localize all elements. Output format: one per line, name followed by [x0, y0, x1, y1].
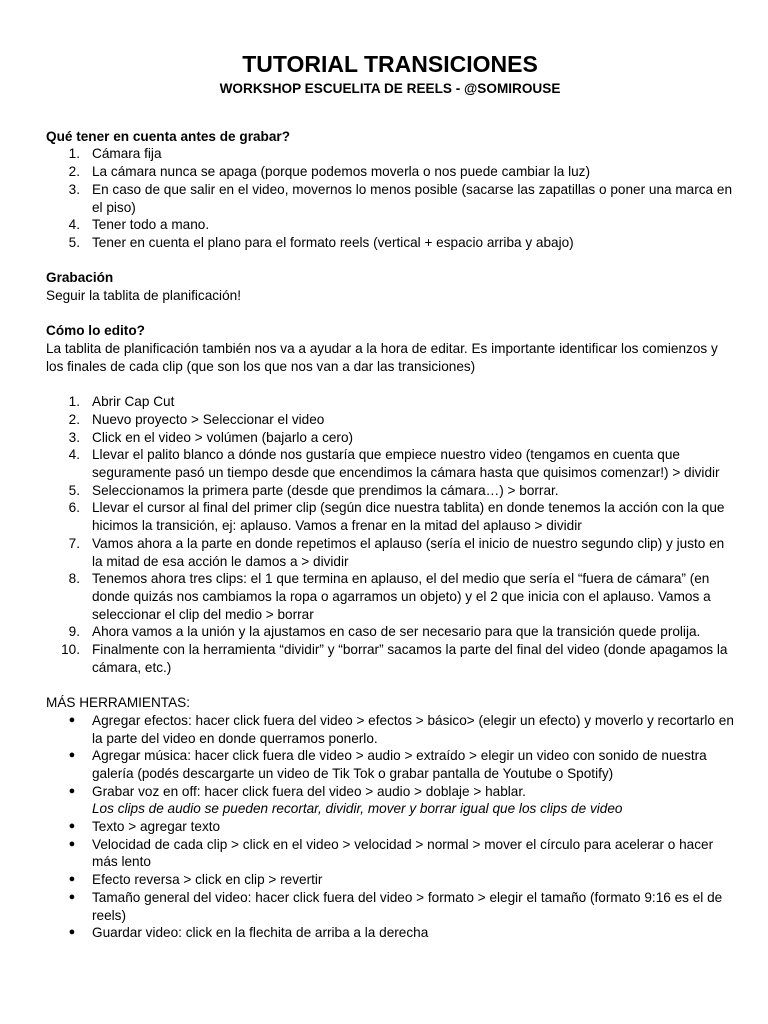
list-item — [46, 234, 734, 252]
list-item-text: Abrir Cap Cut — [92, 394, 175, 410]
list-item — [46, 393, 734, 411]
list-item — [46, 181, 734, 216]
bullet-item — [46, 836, 734, 871]
list-item-text: Seleccionamos la primera parte (desde que prendimos la cámara…) > borrar. — [92, 482, 559, 498]
editing-steps-list — [46, 393, 734, 676]
list-number: 2. — [68, 164, 80, 180]
list-number: 3. — [68, 429, 80, 445]
list-number: 1. — [68, 146, 80, 162]
editing-intro: La tablita de planificación también nos va a ayudar a la hora de editar. Es importante identificar los comienzos y los finales de cada clip (que son los que nos van a dar las transiciones) — [46, 341, 718, 374]
list-number: 3. — [68, 181, 80, 197]
list-item — [46, 163, 734, 181]
list-item-text: Click en el video > volúmen (bajarlo a cero) — [92, 429, 354, 445]
list-item — [46, 570, 734, 623]
list-item-text: La cámara nunca se apaga (porque podemos moverla o nos puede cambiar la luz) — [92, 164, 590, 180]
bullet-item-text: Tamaño general del video: hacer click fuera del video > formato > elegir el tamaño (formato 9:16 es el de reels) — [92, 889, 723, 923]
list-number: 8. — [68, 571, 80, 587]
list-item-text: Llevar el palito blanco a dónde nos gustaría que empiece nuestro video (tengamos en cuenta que seguramente pasó un tiempo desde que encendimos la cámara hasta que quisimos comenzar!) > dividir — [92, 447, 720, 480]
spacer — [46, 676, 734, 694]
list-item-text: Llevar el cursor al final del primer clip (según dice nuestra tablita) en donde tenemos la acción con la que hicimos la transición, ej: aplauso. Vamos a frenar en la mitad del aplauso > dividir — [92, 500, 725, 534]
section-heading-before-recording: Qué tener en cuenta antes de grabar? — [46, 128, 291, 144]
bullet-item-text: Guardar video: click en la flechita de arriba a la derecha — [92, 925, 429, 941]
document-subtitle: WORKSHOP ESCUELITA DE REELS - @SOMIROUSE — [219, 81, 561, 96]
spacer — [46, 252, 734, 270]
bullet-item-text: Texto > agregar texto — [92, 819, 221, 835]
bullet-item-text: Velocidad de cada clip > click en el video > velocidad > normal > mover el círculo para acelerar o hacer más lento — [92, 836, 714, 870]
list-item-text: Finalmente con la herramienta “dividir” y “borrar” sacamos la parte del final del video (donde apagamos la cámara, etc.) — [92, 642, 728, 675]
list-number: 2. — [68, 411, 80, 427]
bullet-icon: ● — [68, 926, 76, 939]
list-item-text: Nuevo proyecto > Seleccionar el video — [92, 411, 325, 427]
document-title: TUTORIAL TRANSICIONES — [242, 51, 538, 77]
list-number: 7. — [68, 535, 80, 551]
bullet-icon: ● — [68, 820, 76, 833]
list-number: 6. — [68, 500, 80, 516]
list-item — [46, 446, 734, 481]
bullet-icon: ● — [68, 890, 76, 903]
bullet-item — [46, 783, 734, 818]
spacer — [46, 98, 734, 110]
bullet-item-note: Los clips de audio se pueden recortar, dividir, mover y borrar igual que los clips de video — [92, 801, 623, 817]
list-item — [46, 411, 734, 429]
spacer — [46, 376, 734, 394]
bullet-item-text: Agregar efectos: hacer click fuera del video > efectos > básico> (elegir un efecto) y moverlo y recortarlo en la parte del video en donde querramos ponerlo. — [92, 712, 734, 746]
spacer — [46, 305, 734, 323]
bullet-icon: ● — [68, 873, 76, 886]
section-heading-editing: Cómo lo edito? — [46, 323, 145, 339]
list-number: 9. — [68, 624, 80, 640]
list-item — [46, 145, 734, 163]
list-item-text: Tener en cuenta el plano para el formato reels (vertical + espacio arriba y abajo) — [92, 234, 574, 250]
bullet-item — [46, 871, 734, 889]
bullet-item-text: Efecto reversa > click en clip > revertir — [92, 872, 323, 888]
bullet-item — [46, 712, 734, 747]
bullet-item-text: Agregar música: hacer click fuera dle video > audio > extraído > elegir un video con sonido de nuestra galería (podés descargarte un video de Tik Tok o grabar pantalla de Youtube o Spotify) — [92, 748, 707, 781]
before-recording-list — [46, 145, 734, 251]
list-number: 5. — [68, 234, 80, 250]
list-item — [46, 482, 734, 500]
list-item-text: Tener todo a mano. — [92, 217, 210, 233]
list-item — [46, 535, 734, 570]
list-item — [46, 216, 734, 234]
list-item — [46, 641, 734, 676]
bullet-item — [46, 924, 734, 942]
spacer — [46, 110, 734, 128]
list-number: 4. — [68, 217, 80, 233]
bullet-item — [46, 818, 734, 836]
list-item-text: Tenemos ahora tres clips: el 1 que termina en aplauso, el del medio que sería el “fuera de cámara” (en donde quizás nos cambiamos la ropa o agarramos un objeto) y el 2 que inicia con el aplauso. Vamos a seleccionar el clip del medio > borrar — [92, 571, 711, 622]
bullet-icon: ● — [68, 749, 76, 762]
recording-text: Seguir la tablita de planificación! — [46, 288, 241, 303]
list-number: 4. — [68, 447, 80, 463]
list-number: 1. — [68, 394, 80, 410]
list-item-text: Cámara fija — [92, 146, 162, 162]
list-item-text: Vamos ahora a la parte en donde repetimos el aplauso (sería el inicio de nuestro segundo clip) y justo en la mitad de esa acción le damos a > dividir — [92, 535, 725, 569]
list-number: 5. — [68, 482, 80, 498]
more-tools-list — [46, 712, 734, 942]
bullet-item — [46, 747, 734, 782]
bullet-item-text: Grabar voz en off: hacer click fuera del video > audio > doblaje > hablar. — [92, 783, 526, 799]
section-heading-recording: Grabación — [46, 270, 114, 286]
bullet-icon: ● — [68, 837, 76, 850]
list-item — [46, 623, 734, 641]
bullet-icon: ● — [68, 784, 76, 797]
list-item — [46, 429, 734, 447]
bullet-item — [46, 889, 734, 924]
list-item — [46, 499, 734, 534]
section-heading-more-tools: MÁS HERRAMIENTAS: — [46, 695, 191, 711]
list-number: 10. — [61, 642, 80, 658]
bullet-icon: ● — [68, 713, 76, 726]
list-item-text: En caso de que salir en el video, movernos lo menos posible (sacarse las zapatillas o poner una marca en el piso) — [92, 181, 733, 215]
list-item-text: Ahora vamos a la unión y la ajustamos en caso de ser necesario para que la transición quede prolija. — [92, 624, 701, 640]
